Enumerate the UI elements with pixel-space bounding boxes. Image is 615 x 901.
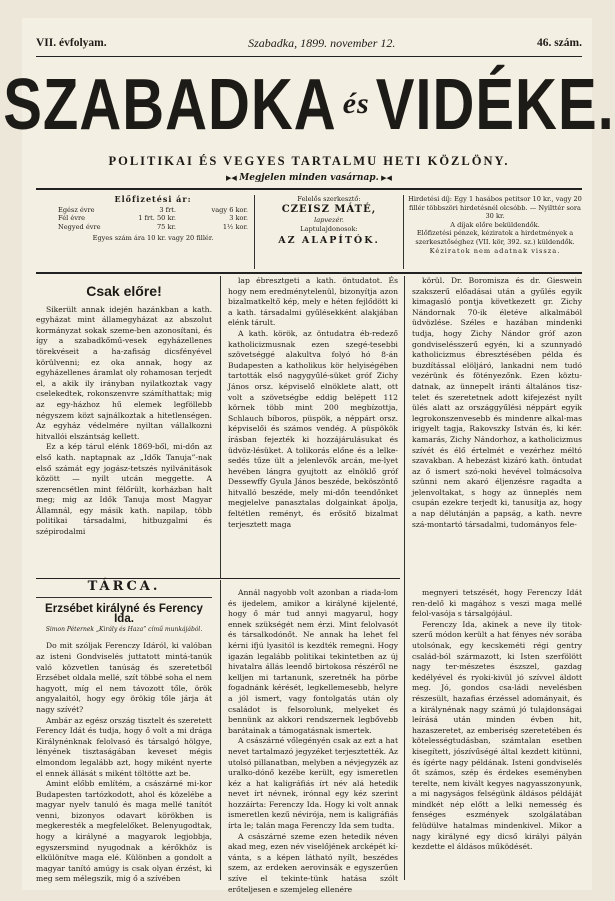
ads-line: Előfizetési pénzek, kéziratok a hirdetmények a szerkesztőséghez (VII. kör, 392. sz.) küldendők. [415, 229, 575, 246]
header-bar [36, 32, 582, 54]
subtitle: POLITIKAI ÉS VEGYES TARTALMU HETI KÖZLÖNY. [108, 154, 510, 168]
article-paragraph: Ez a kép tárul elénk 1869-ből, mi-dőn az első kath. naptapnak az „Idők Tanuja”-nak első számát egy jogász-tetszés nyilvánitások között — nyilt utcán meggette. A szerencsétlen mint félőrült, korházban halt meg; mig az Idők Tanuja most Magyar Államnál, egy másik kath. napilap, több politikai társadalmi, hitbuzgalmi és szépirodalmi [36, 442, 212, 537]
article-paragraph: körül. Dr. Boromisza és dr. Gieswein szakszerű előadásai után a gyűlés egyik kimagasló pontja következett gr. Zichy Nándornak 70-ik életéve alkalmából üdvözlése. Széles e hazában mindenki tudja, hogy Zichy Nándor gróf azon gondviselésszerű egyén, ki a szunnyadó katholicizmus ébresztésében példa és buzdítással elöljáró, lankadni nem tudó vezérünk és fötényezőnk. Ezen köztu-datnak, az ünnepelt iránti általános tisz-telet és szeretetnek adott kifejezést nyílt ülés alatt az országgyűlési néppárt egyik legrokonszenvesebb és mindenre alkal-mas irigyelt tagja, Rakovszky István és, ki kér. kamarás, Zichy Nándorhoz, a katholicizmus szívét és élő értelmét e vezérhez méltó szavakban. A hebezást kizáró kath. öntudat az ő ismert szó-noki hevével tolmácsolva szünni nem akaró éljenzésre ragadta a jelenvoltakat, s hogy az ünneplés nem csupán ezekre terjedt ki, tanusítja az, hogy a nap délutánján a papság, a kath. nevre szá-montartó társadalmi, tudományos fele- [412, 276, 582, 529]
price-row [58, 206, 248, 215]
tarca-title: Erzsébet királyné és Ferency Ida. [45, 602, 203, 626]
article-paragraph: A kath. körök, az öntudatra éb-redező katholicizmusnak ezen szegé-tesebbi szövetséggé alakultva folyó hó 8-án Budapesten a katholikus kör helyiségében tartották első nagygyűlé-süket gróf Zichy János orsz. képviselő elnöklete alatt, ott volt a szövetségbe eddig belépett 112 körnek több mint 200 megbízottja, Schlauch bíboros, püspök, a néppárt orsz. képviselői és számos vendég. A püspökök írásban fejezték ki hozzájárulásukat és üdvöz-lésüket. A tolikorás előne és a lelke-sedés tűze ült a jelenlevők arcán, me-lyet hevében lángra gyujtott az elnöklő gróf Dessewffy Gyula János beszéde, beköszöntő hitvalló beszéde, mely mi-dőn teendőnket megjelelve panasztalas dolgainkat ápolja, feltétlen reményt, és erősítő bizalmat terjesztett maga [228, 328, 398, 529]
tarca-paragraph: A császárné vőlegényén csak az ezt a hat nevet tartalmazó jegyzéket terjesztették. Az utolsó pillanatban, melyben a névjegyzék az uralko-dónő kezébe került, egy ismeretlen kéz a hat kaligráfiás írt név alá hetedik nevet írt névnek, irónnal egy kéz szerint hozzáírta: Ferenczy Ida. Hogy ki volt annak ismeretlen kezű névirója, nem is kaligráfiás írta le; talán maga Ferenczy Ida sem tudta. [228, 736, 398, 831]
tarca-paragraph: Ferenczy Ida, akinek a neve ily titok-szerű módon került a hat fényes név sorába utolsónak, egy kecskeméti régi gentry család-ból származott, ki Isten szerfölött nagy ter-mészetes észszel, gazdag kedélyével és ryoki-kivül jó szívvel áldott meg. Jó, gondos csa-ládi nevelésben részesült, hazafias érzéssel adományait, és a királynénak nagy számú jó tulajdonságai leírásá után minden évben hit, hazaszeretet, az emberiség szeretetében és kötelességtudásban, számtalan esetben kisegített, jószívűségé által kezdett kitünni, és ígérte nagy példának. Isteni gondviselés őt számos, szép és érdekes eseményben terelte, nem kivált kegyes nagyasszonyunk, a mi nagyságos felségünk áldásos példáját mindkét nép előtt a lelki nemesség és fenséges eszmények szolgálatában felüdülve hatalmas mindenkivel. Mikor a nagy királyné egy dicső királyi pályán kezdette el áldásos működését. [412, 619, 582, 852]
subscription-heading: Előfizetési ár: [114, 194, 192, 204]
price-label: Egész évre [58, 205, 95, 214]
price-row [58, 214, 248, 223]
article-paragraph: Sikerült annak idején hazánkban a kath. egyházat mint államegyházat az abszolut kormányzat sokak szeme-ben azonosítani, és így a szabadkőmű-vesek egyházellenes törekvéseit a ha-zafiság dicsfényével körülvenni; ez oka annak, hogy az egyházellenes áramlat oly rohamosan terjedt el, a akik ily irányban nyilatkoztak vagy cselekedtek, rokonszenvre számíthattak; mig az egy-házhoz hű elemek legföllebb négyszem közt sajnálkoztak a hitetlenségen. Az egyház védelmére nyiltan vállalkozni hitvallói elszántság kellett. [36, 304, 212, 441]
publisher-label: Laptulajdonosok: [300, 224, 358, 233]
date-label: Szabadka, 1899. november 12. [248, 35, 396, 50]
publication-day-text: ▶◀ Megjelen minden vasárnap. ▶◀ [226, 173, 392, 183]
editor-label: Felelős szerkesztő: [297, 195, 361, 203]
tarca-paragraph: Do mit szóljak Ferenczy Idáról, ki valóban az isteni Gondviselés juttatott mintá-tanúk való közvetlen tanúság és szeretetből Erzsébet oldala mellé, szít többé soha el nem hagyott, míg el nem távozott tőle, örök angyalaitól, hogy egy örökig tőle járja át nagy szívét? [36, 641, 212, 714]
price-kor: vagy 6 kor. [211, 205, 248, 214]
masthead-part1: SZABADKA [3, 63, 337, 145]
editor-role: lapvezér. [314, 216, 344, 225]
tarca-subtitle: Simon Péternek „Király és Haza” című munkájából. [45, 625, 203, 633]
article-paragraph: lap ébresztgeti a kath. öntudatot. És hogy nem eredménytelenül, bizonyítja azon bizalmatkeltő kép, mely e héten fejlődött ki a kath. társadalmi gyűlésekként alakjában elénk tárult. [228, 276, 398, 328]
masthead-part2: VIDÉKE. [375, 63, 615, 145]
ads-line: Hirdetési díj: Egy 1 hasábos petitsor 10 kr., vagy 20 fillér többszöri hirdetésnél olcsóbb. — Nyilttér sora 30 kr. [408, 195, 582, 221]
ads-line: A díjak előre beküldendők. [450, 220, 540, 229]
price-frt: 1 frt. 50 kr. [138, 214, 176, 223]
tarca-column-1 [36, 579, 212, 884]
tarca-column-3 [412, 588, 582, 880]
info-bottom-rule [36, 272, 582, 274]
price-row [58, 223, 248, 232]
tarca-paragraph: Amint előbb említém, a császárné mi-kor Budapesten tartózkodott, ahol és közelébe a magyar nyelv tanuló és maga mellé tanítót venni, bizonyos odavart körökben is megkeresték a megfelelőket. Belenyugodtak, hogy a királyné a magyarok legjobbja, egyszersmind nyugodnak a kérőkhöz is elkülönítve maga elé. Különben a gondolt a magyar tanító amúgy is csak olyan érzést, ki meg sem mélegszik, mig ő a szívében [36, 779, 212, 884]
newspaper-page [3, 18, 615, 894]
tarca-paragraph: A császárné szeme ezen hetedik néven akad meg, ezen név viselőjének arcképét kí-vánta, s a képen látható nyílt, beszédes szem, az erdeken aerovinsák e egyszerűen szíve el tekinte-tünk hatása szólt erőteljesen e szemjeleg ellenére [228, 831, 398, 894]
tarca-paragraph: megnyeri tetszését, hogy Ferenczy Idát ren-delő ki magához s veszi maga mellé felol-vasója s társalgójául. [412, 588, 582, 619]
masthead [3, 58, 615, 150]
price-kor: 1½ kor. [222, 222, 248, 231]
price-label: Fél évre [58, 214, 86, 223]
article-column-2 [228, 276, 398, 576]
article-column-3 [412, 276, 582, 576]
single-issue-price: Egyes szám ára 10 kr. vagy 20 fillér. [92, 234, 214, 243]
header-rule [36, 56, 582, 57]
publication-day [36, 173, 582, 183]
price-kor: 3 kor. [229, 214, 248, 223]
price-frt: 3 frt. [159, 205, 176, 214]
masthead-conj: és [342, 87, 370, 120]
ads-box [404, 195, 586, 269]
column-divider [404, 276, 405, 880]
price-label: Negyed évre [58, 222, 101, 231]
subscription-box [58, 195, 248, 269]
column-divider [220, 580, 221, 880]
tarca-paragraph: Ambár az egész ország tisztelt és szeretett Ferency Idát és tudja, hogy ő volt a mi drága Királynénknak felolvasó és társalgó hölgye, lényének tisztaságában keveset mégis elmondom legalább azt, hogy miként nyerte el ennek állását s miként töltötte azt be. [36, 715, 212, 778]
tarca-column-2 [228, 588, 398, 894]
article-title: Csak előre! [86, 283, 162, 299]
tarca-divider [36, 597, 212, 598]
ads-line: Kéziratok nem adatnak vissza. [429, 246, 561, 255]
article-column-1 [36, 276, 212, 576]
column-divider [220, 276, 221, 578]
tarca-paragraph: Annál nagyobb volt azonban a riada-lom és ijedelem, amikor a királyné kijelenté, hogy ő már tud annyi magyarul, hogy ennek szükségét nem érzi. Mint felolvasót és társalkodónőt. Ne annak ha lehet fel kérni ifjú lyasitól is kezdték remegni. Hogy igazán legalább politikai tekintetben az új hivatalra állás leendő birtokosa részéről ne kelljen mi tartanunk, szeretnék ha pörbe fogadnánk kérését, legkellemesebb, helyre a jól ismert, vagy fontolgatás után oly családot is felsorolunk, melyeket és bennünk az akkori rendszernek legbővebb barátainak a támogatásnak ismertek. [228, 588, 398, 735]
editor-name: CZEISZ MÁTÉ, [281, 203, 377, 215]
founders-label: AZ ALAPÍTÓK. [278, 235, 380, 247]
info-top-rule [36, 188, 582, 190]
price-frt: 75 kr. [156, 222, 176, 231]
tarca-heading: TÁRCA. [87, 579, 161, 594]
volume-label: VII. évfolyam. [36, 37, 107, 49]
issue-label: 46. szám. [536, 37, 582, 49]
editor-box [254, 195, 404, 269]
